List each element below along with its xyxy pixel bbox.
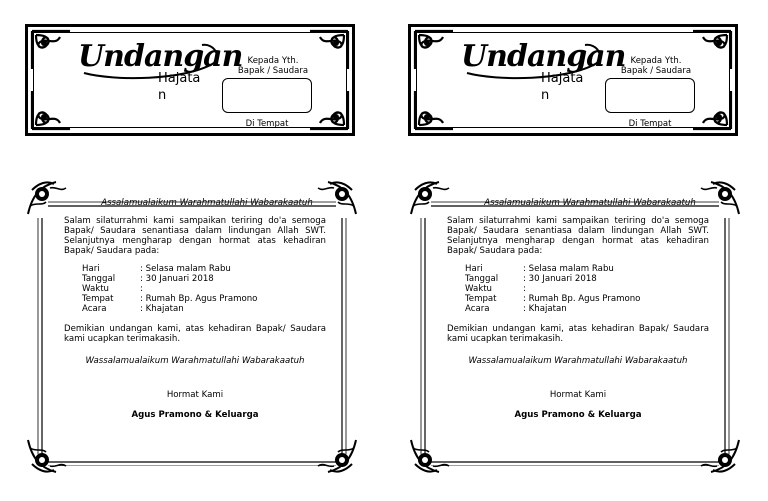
envelope-script-title: Undangan: [78, 39, 243, 74]
detail-row: [82, 294, 326, 304]
di-tempat: Di Tempat: [628, 119, 672, 129]
detail-key: Tanggal: [82, 274, 116, 284]
flower-ornament-icon: [316, 438, 358, 478]
recipient-line: Bapak / Saudara: [237, 66, 309, 76]
detail-key: Waktu: [82, 284, 110, 294]
letter-card-right: [407, 176, 743, 478]
flower-ornament-icon: [699, 438, 741, 478]
detail-value: : Selasa malam Rabu: [140, 264, 231, 274]
detail-value: : Rumah Bp. Agus Pramono: [140, 294, 258, 304]
letter-greeting: Assalamualaikum Warahmatullahi Wabarakaatuh: [101, 198, 313, 208]
detail-key: Hari: [465, 264, 483, 274]
ornament-corner-icon: [30, 89, 72, 131]
address-box: [605, 78, 695, 113]
detail-key: Acara: [82, 304, 107, 314]
envelope-script-title: Undangan: [461, 39, 626, 74]
letter-content: [447, 198, 709, 420]
letter-hormat: Hormat Kami: [549, 390, 607, 400]
ornament-corner-icon: [691, 89, 733, 131]
detail-row: [82, 274, 326, 284]
detail-value: : Rumah Bp. Agus Pramono: [523, 294, 641, 304]
detail-key: Tempat: [465, 294, 497, 304]
detail-key: Tempat: [82, 294, 114, 304]
flower-ornament-icon: [26, 176, 68, 216]
detail-value: : Selasa malam Rabu: [523, 264, 614, 274]
letter-signature: Agus Pramono & Keluarga: [514, 410, 642, 420]
detail-value: : Khajatan: [140, 304, 184, 314]
detail-row: [82, 304, 326, 314]
letter-closing: Demikian undangan kami, atas kehadiran Bapak/ Saudara kami ucapkan terimakasih.: [64, 324, 326, 344]
envelope-event: Hajatan: [158, 71, 201, 103]
detail-row: [82, 284, 326, 294]
ornament-corner-icon: [30, 29, 72, 71]
letter-wassalam: Wassalamualaikum Warahmatullahi Wabarakaatuh: [85, 356, 305, 366]
letter-content: [64, 198, 326, 420]
detail-value: : 30 Januari 2018: [140, 274, 214, 284]
flower-ornament-icon: [409, 438, 451, 478]
envelope-event: Hajatan: [541, 71, 584, 103]
event-details: [82, 264, 326, 314]
detail-key: Waktu: [465, 284, 493, 294]
kepada-line: Kepada Yth.: [630, 56, 682, 66]
detail-row: [465, 264, 709, 274]
letter-wassalam: Wassalamualaikum Warahmatullahi Wabarakaatuh: [468, 356, 688, 366]
envelope-kepada: [228, 56, 318, 76]
detail-row: [465, 294, 709, 304]
detail-row: [465, 284, 709, 294]
flower-ornament-icon: [409, 176, 451, 216]
letter-greeting: Assalamualaikum Warahmatullahi Wabarakaatuh: [484, 198, 696, 208]
detail-value: : 30 Januari 2018: [523, 274, 597, 284]
detail-key: Tanggal: [465, 274, 499, 284]
ornament-corner-icon: [308, 89, 350, 131]
detail-row: [82, 264, 326, 274]
detail-value: :: [523, 284, 526, 294]
recipient-line: Bapak / Saudara: [620, 66, 692, 76]
envelope-kepada: [611, 56, 701, 76]
letter-closing: Demikian undangan kami, atas kehadiran Bapak/ Saudara kami ucapkan terimakasih.: [447, 324, 709, 344]
detail-value: : Khajatan: [523, 304, 567, 314]
detail-value: :: [140, 284, 143, 294]
detail-key: Hari: [82, 264, 100, 274]
ornament-corner-icon: [413, 29, 455, 71]
di-tempat: Di Tempat: [245, 119, 289, 129]
letter-card-left: [24, 176, 360, 478]
letter-intro: Salam silaturrahmi kami sampaikan teriring do'a semoga Bapak/ Saudara senantiasa dalam lindungan Allah SWT. Selanjutnya mengharap dengan hormat atas kehadiran Bapak/ Saudara pada:: [447, 216, 709, 256]
envelope-left: [25, 24, 355, 136]
letter-hormat: Hormat Kami: [166, 390, 224, 400]
letter-intro: Salam silaturrahmi kami sampaikan teriring do'a semoga Bapak/ Saudara senantiasa dalam lindungan Allah SWT. Selanjutnya mengharap dengan hormat atas kehadiran Bapak/ Saudara pada:: [64, 216, 326, 256]
kepada-line: Kepada Yth.: [247, 56, 299, 66]
ornament-corner-icon: [413, 89, 455, 131]
event-details: [465, 264, 709, 314]
envelope-right: [408, 24, 738, 136]
detail-row: [465, 304, 709, 314]
letter-signature: Agus Pramono & Keluarga: [131, 410, 259, 420]
address-box: [222, 78, 312, 113]
flower-ornament-icon: [26, 438, 68, 478]
detail-row: [465, 274, 709, 284]
detail-key: Acara: [465, 304, 490, 314]
